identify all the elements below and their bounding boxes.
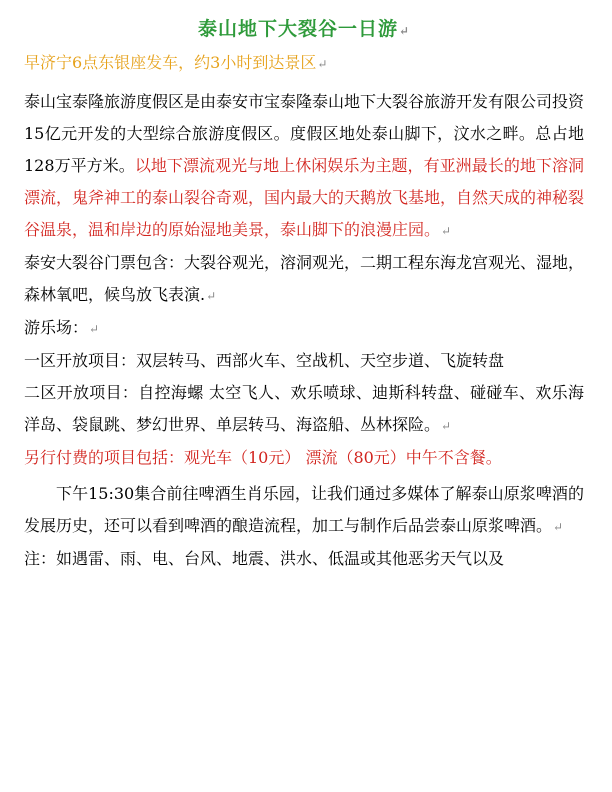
extra-fees-text: 另行付费的项目包括：观光车（10元） 漂流（80元）中午不含餐。 [24, 448, 502, 467]
zone1-paragraph [24, 345, 584, 377]
amusement-heading-text: 游乐场： [24, 318, 89, 337]
paragraph-mark-icon: ↵ [206, 289, 217, 303]
zone1-text: 一区开放项目：双层转马、西部火车、空战机、天空步道、飞旋转盘 [24, 351, 505, 370]
afternoon-paragraph [24, 478, 584, 543]
departure-text: 早济宁6点东银座发车，约3小时到达景区 [24, 53, 317, 72]
intro-text: 泰山宝泰隆旅游度假区是由泰安市宝泰隆泰山地下大裂谷旅游开发有限公司投资15亿元开发的大型综合旅游度假区。度假区地处泰山脚下，汶水之畔。总占地128万平方米。 [24, 92, 585, 175]
zone2-text: 二区开放项目：自控海螺 太空飞人、欢乐喷球、迪斯科转盘、碰碰车、欢乐海洋岛、袋鼠跳、梦幻世界、单层转马、海盗船、丛林探险。 [24, 383, 584, 434]
zone2-paragraph [24, 377, 584, 442]
document-title [24, 0, 584, 40]
title-text: 泰山地下大裂谷一日游 [197, 18, 398, 40]
tickets-text: 泰安大裂谷门票包含：大裂谷观光，溶洞观光，二期工程东海龙宫观光、湿地，森林氧吧，候鸟放飞表演. [24, 253, 585, 304]
extra-fees-paragraph [24, 442, 584, 474]
intro-paragraph [24, 86, 584, 247]
paragraph-mark-icon: ↵ [441, 224, 452, 238]
amusement-heading [24, 312, 584, 345]
paragraph-mark-icon: ↵ [398, 24, 411, 38]
paragraph-mark-icon: ↵ [553, 520, 564, 534]
paragraph-mark-icon: ↵ [317, 57, 328, 71]
paragraph-mark-icon: ↵ [441, 419, 452, 433]
note-paragraph [24, 543, 584, 575]
intro-highlight-text: 以地下漂流观光与地上休闲娱乐为主题，有亚洲最长的地下溶洞漂流，鬼斧神工的泰山裂谷奇观，国内最大的天鹅放飞基地，自然天成的神秘裂谷温泉，温和岸边的原始湿地美景，泰山脚下的浪漫庄园。 [24, 156, 585, 239]
afternoon-text: 下午15:30集合前往啤酒生肖乐园，让我们通过多媒体了解泰山原浆啤酒的发展历史，还可以看到啤酒的酿造流程，加工与制作后品尝泰山原浆啤酒。 [24, 484, 584, 535]
tickets-paragraph [24, 247, 584, 312]
departure-info [24, 50, 584, 74]
note-text: 注：如遇雷、雨、电、台风、地震、洪水、低温或其他恶劣天气以及 [24, 549, 505, 568]
paragraph-mark-icon: ↵ [89, 322, 100, 336]
